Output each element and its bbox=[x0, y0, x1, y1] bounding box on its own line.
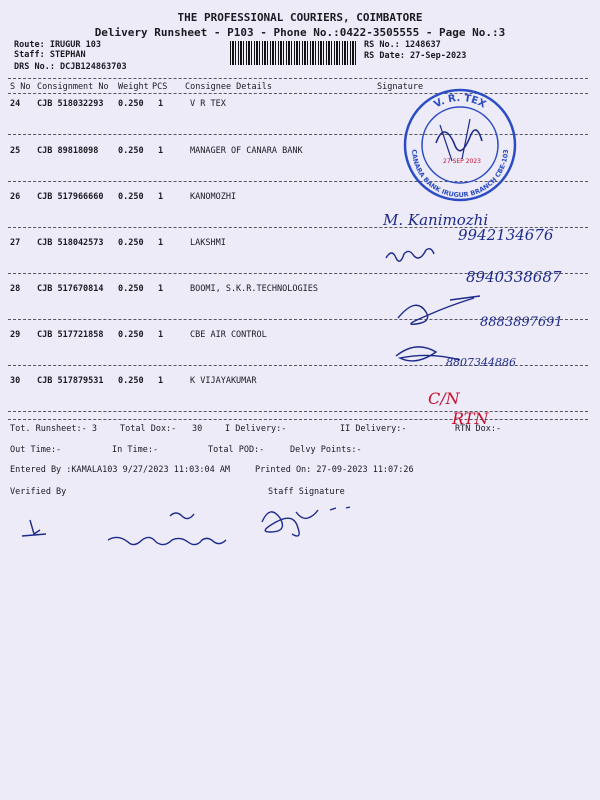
staff-signature-label: Staff Signature bbox=[268, 487, 345, 497]
cell-pcs: 1 bbox=[158, 146, 164, 156]
row-divider bbox=[8, 411, 588, 412]
col-signature: Signature bbox=[377, 82, 424, 92]
cell-sno: 30 bbox=[10, 376, 21, 386]
cell-cn: CJB 518032293 bbox=[37, 99, 104, 109]
row-divider bbox=[8, 319, 588, 320]
rs-number: RS No.: 1248637 bbox=[364, 40, 441, 50]
printed-on: Printed On: 27-09-2023 11:07:26 bbox=[255, 465, 414, 475]
cell-consignee: V R TEX bbox=[190, 99, 226, 109]
cell-sno: 28 bbox=[10, 284, 21, 294]
verified-by: Verified By bbox=[10, 487, 67, 497]
handwritten-phone-row29: 8807344886 bbox=[446, 356, 516, 369]
signature-row28 bbox=[398, 296, 480, 324]
signature-verified bbox=[22, 520, 46, 536]
cell-pcs: 1 bbox=[158, 284, 164, 294]
rtn-dox: RTN Dox:- bbox=[455, 424, 502, 434]
cell-weight: 0.250 bbox=[118, 376, 144, 386]
signature-row29 bbox=[396, 347, 460, 361]
cell-cn: CJB 517670814 bbox=[37, 284, 104, 294]
col-weight: Weight bbox=[118, 82, 149, 92]
handwritten-name-row26: M. Kanimozhi bbox=[383, 211, 489, 229]
in-time: In Time:- bbox=[112, 445, 159, 455]
col-consignee: Consignee Details bbox=[185, 82, 272, 92]
delvy-points: Delvy Points:- bbox=[290, 445, 362, 455]
cell-pcs: 1 bbox=[158, 192, 164, 202]
cell-weight: 0.250 bbox=[118, 284, 144, 294]
cell-consignee: BOOMI, S.K.R.TECHNOLOGIES bbox=[190, 284, 318, 294]
cell-cn: CJB 517721858 bbox=[37, 330, 104, 340]
cell-weight: 0.250 bbox=[118, 146, 144, 156]
cell-pcs: 1 bbox=[158, 99, 164, 109]
row-divider bbox=[8, 365, 588, 366]
cell-sno: 25 bbox=[10, 146, 21, 156]
tot-runsheet: Tot. Runsheet:- 3 bbox=[10, 424, 97, 434]
stamp-ring-top-text: V. R. TEX bbox=[432, 92, 488, 111]
cell-weight: 0.250 bbox=[118, 330, 144, 340]
col-sno: S No bbox=[10, 82, 31, 92]
route-label: Route: IRUGUR 103 bbox=[14, 40, 101, 50]
signature-row27 bbox=[386, 249, 434, 262]
rs-date: RS Date: 27-Sep-2023 bbox=[364, 51, 467, 61]
handwritten-rtn-note: RTN bbox=[452, 409, 489, 428]
cell-sno: 24 bbox=[10, 99, 21, 109]
handwritten-phone-row27: 8940338687 bbox=[466, 268, 562, 286]
cell-weight: 0.250 bbox=[118, 99, 144, 109]
divider bbox=[8, 419, 588, 420]
cell-consignee: MANAGER OF CANARA BANK bbox=[190, 146, 303, 156]
stamp-date-text: 27 SEP 2023 bbox=[443, 158, 481, 165]
row-divider bbox=[8, 273, 588, 274]
document-title: THE PROFESSIONAL COURIERS, COIMBATORE bbox=[177, 11, 423, 24]
total-pod: Total POD:- bbox=[208, 445, 265, 455]
handwritten-cn-note: C/N bbox=[428, 389, 460, 408]
signature-staff bbox=[262, 507, 350, 536]
i-delivery: I Delivery:- bbox=[225, 424, 287, 434]
stamp-ring-bottom-text: CANARA BANK IRUGUR BRANCH CBE-103 bbox=[409, 149, 511, 200]
cell-consignee: CBE AIR CONTROL bbox=[190, 330, 267, 340]
row-divider bbox=[8, 227, 588, 228]
cell-consignee: KANOMOZHI bbox=[190, 192, 237, 202]
cell-sno: 26 bbox=[10, 192, 21, 202]
handwritten-phone-row28: 8883897691 bbox=[480, 315, 563, 330]
cell-weight: 0.250 bbox=[118, 238, 144, 248]
total-dox: Total Dox:- bbox=[120, 424, 177, 434]
ii-delivery: II Delivery:- bbox=[340, 424, 407, 434]
company-stamp bbox=[400, 85, 520, 205]
cell-cn: CJB 517879531 bbox=[37, 376, 104, 386]
drs-number: DRS No.: DCJB124863703 bbox=[14, 62, 127, 72]
cell-pcs: 1 bbox=[158, 376, 164, 386]
cell-pcs: 1 bbox=[158, 238, 164, 248]
cell-consignee: LAKSHMI bbox=[190, 238, 226, 248]
cell-sno: 27 bbox=[10, 238, 21, 248]
cell-sno: 29 bbox=[10, 330, 21, 340]
barcode bbox=[230, 41, 356, 65]
cell-cn: CJB 89818098 bbox=[37, 146, 99, 156]
cell-cn: CJB 518042573 bbox=[37, 238, 104, 248]
col-pcs: PCS bbox=[152, 82, 168, 92]
svg-text:V. R. TEX bbox=[432, 93, 488, 111]
cell-cn: CJB 517966660 bbox=[37, 192, 104, 202]
cell-consignee: K VIJAYAKUMAR bbox=[190, 376, 257, 386]
handwritten-phone-row26: 9942134676 bbox=[458, 226, 554, 244]
cell-pcs: 1 bbox=[158, 330, 164, 340]
out-time: Out Time:- bbox=[10, 445, 62, 455]
col-consignment: Consignment No bbox=[37, 82, 109, 92]
entered-by: Entered By :KAMALA103 9/27/2023 11:03:04 AM bbox=[10, 465, 231, 475]
document-subtitle: Delivery Runsheet - P103 - Phone No.:0422-3505555 - Page No.:3 bbox=[94, 26, 506, 39]
svg-text:CANARA BANK IRUGUR BRANCH CBE- bbox=[410, 149, 510, 199]
total-dox-value: 30 bbox=[192, 424, 203, 434]
staff-label: Staff: STEPHAN bbox=[14, 50, 86, 60]
divider bbox=[8, 78, 588, 79]
signature-verified-2 bbox=[108, 513, 226, 545]
cell-weight: 0.250 bbox=[118, 192, 144, 202]
